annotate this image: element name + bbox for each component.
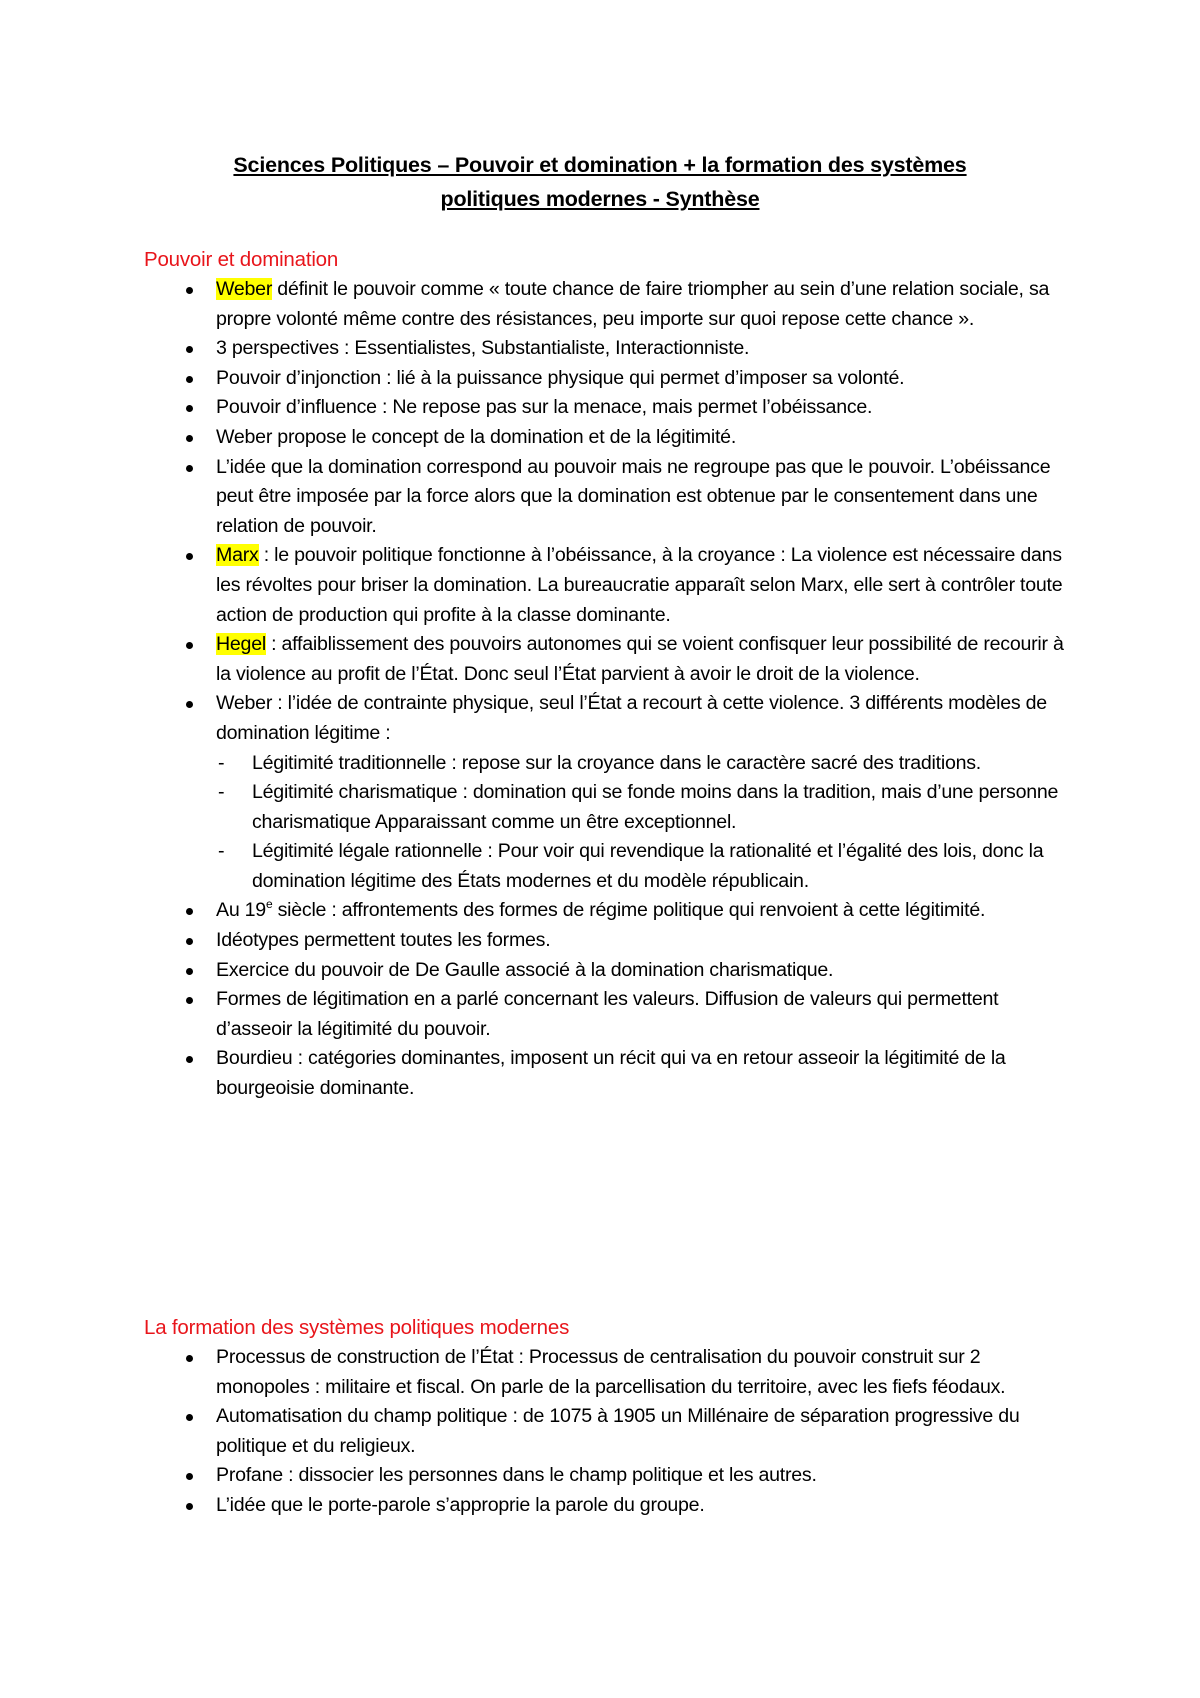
section-heading-pouvoir: Pouvoir et domination bbox=[144, 248, 339, 271]
list-item bbox=[0, 364, 1200, 394]
section-heading-formation: La formation des systèmes politiques modernes bbox=[144, 1316, 570, 1339]
bullet-icon bbox=[186, 1355, 193, 1362]
item-text: Exercice du pouvoir de De Gaulle associé à la domination charismatique. bbox=[216, 958, 834, 981]
sub-list-item bbox=[216, 837, 1070, 896]
sub-list-item bbox=[216, 749, 1070, 779]
item-text: Formes de légitimation en a parlé concernant les valeurs. Diffusion de valeurs qui permettent d’asseoir la légitimité du pouvoir. bbox=[216, 988, 999, 1040]
bullet-icon bbox=[186, 701, 193, 708]
list-item bbox=[0, 423, 1200, 453]
dash-icon: - bbox=[218, 751, 225, 774]
item-text: Idéotypes permettent toutes les formes. bbox=[216, 929, 551, 952]
list-item bbox=[0, 926, 1200, 956]
item-text: : le pouvoir politique fonctionne à l’obéissance, à la croyance : La violence est nécessaire dans les révoltes pour briser la domination. La bureaucratie apparaît selon Marx, elle sert à contrôler toute action de production qui profite à la classe dominante. bbox=[216, 544, 1063, 626]
sub-list-item bbox=[216, 778, 1070, 837]
item-text: Automatisation du champ politique : de 1075 à 1905 un Millénaire de séparation progressive du politique et du religieux. bbox=[216, 1405, 1020, 1457]
bullet-list-formation bbox=[0, 1343, 1200, 1521]
sub-item-text: Légitimité légale rationnelle : Pour voir qui revendique la rationalité et l’égalité des lois, donc la domination légitime des États modernes et du modèle républicain. bbox=[252, 840, 1044, 892]
bullet-icon bbox=[186, 287, 193, 294]
highlighted-name: Marx bbox=[216, 544, 259, 567]
item-text: Weber : l’idée de contrainte physique, seul l’État a recourt à cette violence. 3 différents modèles de domination légitime : bbox=[216, 692, 1047, 744]
bullet-icon bbox=[186, 908, 193, 915]
bullet-icon bbox=[186, 465, 193, 472]
bullet-icon bbox=[186, 376, 193, 383]
list-item bbox=[0, 1343, 1200, 1402]
title-line-1: Sciences Politiques – Pouvoir et domination + la formation des systèmes bbox=[233, 153, 967, 177]
list-item bbox=[0, 689, 1200, 896]
item-text: Pouvoir d’injonction : lié à la puissance physique qui permet d’imposer sa volonté. bbox=[216, 366, 905, 389]
list-item bbox=[0, 1402, 1200, 1461]
bullet-list-pouvoir bbox=[0, 275, 1200, 1104]
item-text: Pouvoir d’influence : Ne repose pas sur la menace, mais permet l’obéissance. bbox=[216, 396, 873, 419]
list-item bbox=[0, 334, 1200, 364]
highlighted-name: Hegel bbox=[216, 633, 266, 656]
bullet-icon bbox=[186, 435, 193, 442]
item-text: 3 perspectives : Essentialistes, Substantialiste, Interactionniste. bbox=[216, 337, 750, 360]
bullet-icon bbox=[186, 1503, 193, 1510]
century-superscript: e bbox=[265, 897, 273, 912]
list-item bbox=[0, 453, 1200, 542]
list-item bbox=[0, 1491, 1200, 1521]
century-prefix: Au 19 bbox=[216, 899, 266, 922]
list-item bbox=[0, 896, 1200, 926]
bullet-icon bbox=[186, 938, 193, 945]
bullet-icon bbox=[186, 553, 193, 560]
sub-list-legitimite bbox=[216, 749, 1070, 897]
list-item bbox=[0, 1044, 1200, 1103]
item-text: : affaiblissement des pouvoirs autonomes qui se voient confisquer leur possibilité de recourir à la violence au profit de l’État. Donc seul l’État parvient à avoir le droit de la violence. bbox=[216, 633, 1064, 685]
item-text: Processus de construction de l’État : Processus de centralisation du pouvoir construit sur 2 monopoles : militaire et fiscal. On parle de la parcellisation du territoire, avec les fiefs féodaux. bbox=[216, 1346, 1006, 1398]
dash-icon: - bbox=[218, 781, 225, 804]
bullet-icon bbox=[186, 642, 193, 649]
list-item bbox=[0, 630, 1200, 689]
item-text: Weber propose le concept de la domination et de la légitimité. bbox=[216, 425, 737, 448]
title-line-2: politiques modernes - Synthèse bbox=[440, 187, 760, 211]
list-item bbox=[0, 956, 1200, 986]
item-text: L’idée que le porte-parole s’approprie la parole du groupe. bbox=[216, 1493, 705, 1516]
sub-item-text: Légitimité traditionnelle : repose sur la croyance dans le caractère sacré des traditions. bbox=[252, 751, 981, 774]
item-text: définit le pouvoir comme « toute chance de faire triompher au sein d’une relation sociale, sa propre volonté même contre des résistances, peu importe sur quoi repose cette chance ». bbox=[216, 278, 1050, 330]
document-title bbox=[140, 148, 1060, 216]
list-item bbox=[0, 393, 1200, 423]
list-item bbox=[0, 1461, 1200, 1491]
list-item bbox=[0, 985, 1200, 1044]
bullet-icon bbox=[186, 1473, 193, 1480]
bullet-icon bbox=[186, 997, 193, 1004]
bullet-icon bbox=[186, 968, 193, 975]
item-text: L’idée que la domination correspond au pouvoir mais ne regroupe pas que le pouvoir. L’obéissance peut être imposée par la force alors que la domination est obtenue par le consentement dans une relation de pouvoir. bbox=[216, 455, 1051, 537]
list-item bbox=[0, 275, 1200, 334]
bullet-icon bbox=[186, 346, 193, 353]
item-text: Profane : dissocier les personnes dans le champ politique et les autres. bbox=[216, 1464, 817, 1487]
sub-item-text: Légitimité charismatique : domination qui se fonde moins dans la tradition, mais d’une personne charismatique Apparaissant comme un être exceptionnel. bbox=[252, 781, 1059, 833]
bullet-icon bbox=[186, 1056, 193, 1063]
list-item bbox=[0, 541, 1200, 630]
item-text: Bourdieu : catégories dominantes, imposent un récit qui va en retour asseoir la légitimité de la bourgeoisie dominante. bbox=[216, 1047, 1006, 1100]
item-text: siècle : affrontements des formes de régime politique qui renvoient à cette légitimité. bbox=[272, 899, 986, 922]
bullet-icon bbox=[186, 1414, 193, 1421]
dash-icon: - bbox=[218, 840, 225, 863]
highlighted-name: Weber bbox=[216, 278, 273, 300]
bullet-icon bbox=[186, 405, 193, 412]
